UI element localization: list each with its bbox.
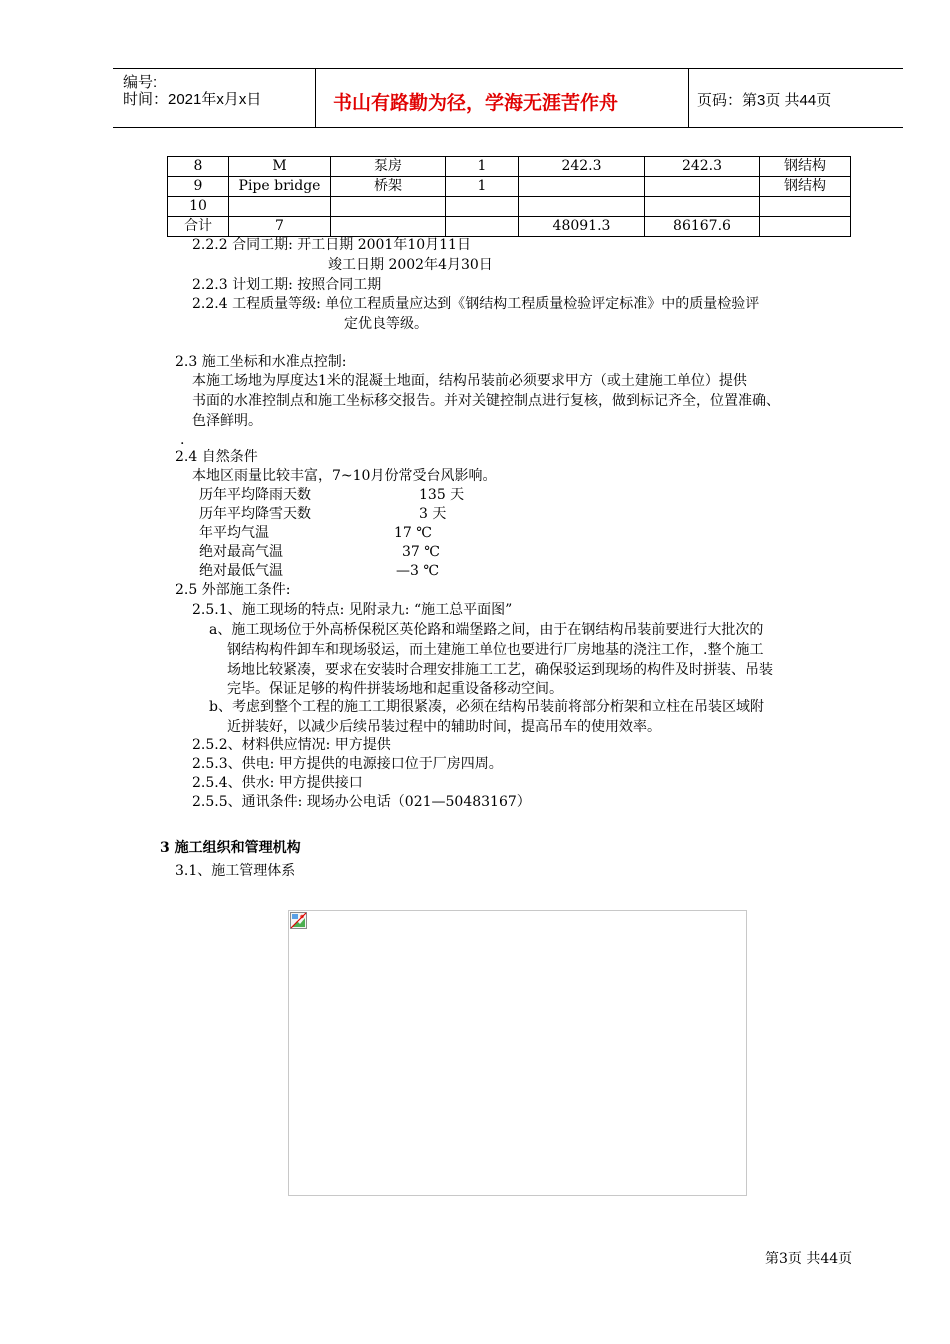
table-cell [645, 177, 760, 197]
table-row [168, 177, 851, 197]
header-number-label: 编号: [123, 74, 158, 91]
table-cell: 48091.3 [519, 217, 645, 237]
section-2-4-title: 2.4 自然条件 [175, 449, 258, 465]
section-2-5-5: 2.5.5、通讯条件: 现场办公电话（021—50483167） [192, 794, 531, 810]
section-2-3-title: 2.3 施工坐标和水准点控制: [175, 354, 347, 370]
section-2-5-title: 2.5 外部施工条件: [175, 582, 291, 598]
table-row [168, 157, 851, 177]
table-cell: 桥架 [331, 177, 446, 197]
table-cell: 8 [168, 157, 229, 177]
climate-value: 3 天 [419, 506, 447, 522]
section-2-5-1-a-line2: 钢结构构件卸车和现场驳运，而土建施工单位也要进行厂房地基的浇注工作，.整个施工 [227, 642, 764, 658]
header-bottom-rule [113, 127, 903, 128]
header-page-label: 页码：第3页 共44页 [697, 92, 832, 109]
climate-value: 17 ℃ [394, 525, 432, 541]
climate-value: 135 天 [419, 487, 465, 503]
table-cell: 242.3 [645, 157, 760, 177]
section-2-2-4-line2: 定优良等级。 [344, 316, 428, 332]
header-time-label: 时间：2021年x月x日 [123, 91, 262, 108]
section-2-2-2-line2: 竣工日期 2002年4月30日 [328, 257, 493, 273]
table-cell: 9 [168, 177, 229, 197]
table-cell: 钢结构 [760, 157, 851, 177]
section-2-3-para-line3: 色泽鲜明。 [192, 413, 262, 429]
header-divider-right [688, 68, 689, 128]
table-cell: 7 [229, 217, 331, 237]
table-cell [229, 197, 331, 217]
table-cell [519, 177, 645, 197]
section-2-5-1-b-line2: 近拼装好，以减少后续吊装过程中的辅助时间，提高吊车的使用效率。 [227, 719, 661, 735]
section-2-2-3: 2.2.3 计划工期: 按照合同工期 [192, 277, 382, 293]
table-cell: M [229, 157, 331, 177]
table-cell [331, 197, 446, 217]
table-cell: 86167.6 [645, 217, 760, 237]
table-cell [645, 197, 760, 217]
table-cell: 1 [446, 177, 519, 197]
climate-label: 历年平均降雪天数 [199, 506, 311, 522]
section-2-5-1-a-line1: a、施工现场位于外高桥保税区英伦路和端堡路之间，由于在钢结构吊装前要进行大批次的 [209, 622, 764, 638]
climate-label: 年平均气温 [199, 525, 269, 541]
section-2-2-4-line1: 2.2.4 工程质量等级: 单位工程质量应达到《钢结构工程质量检验评定标准》中的质量检验评 [192, 296, 760, 312]
table-cell: 合计 [168, 217, 229, 237]
table-cell [519, 197, 645, 217]
table-cell: 钢结构 [760, 177, 851, 197]
climate-label: 绝对最高气温 [199, 544, 283, 560]
table-cell [760, 197, 851, 217]
section-2-4-para: 本地区雨量比较丰富，7~10月份常受台风影响。 [192, 468, 497, 484]
section-2-5-1-a-line3: 场地比较紧凑，要求在安装时合理安排施工工艺，确保驳运到现场的构件及时拼装、吊装 [227, 662, 773, 678]
table-cell [446, 217, 519, 237]
broken-image-icon [290, 912, 307, 929]
table-cell: 242.3 [519, 157, 645, 177]
table-row [168, 197, 851, 217]
section-2-3-para-line1: 本施工场地为厚度达1米的混凝土地面，结构吊装前必须要求甲方（或土建施工单位）提供 [192, 373, 747, 389]
section-2-5-4: 2.5.4、供水: 甲方提供接口 [192, 775, 363, 791]
header-top-rule [113, 68, 903, 69]
section-2-5-1-b-line1: b、考虑到整个工程的施工工期很紧凑，必须在结构吊装前将部分桁架和立柱在吊装区域附 [209, 699, 764, 715]
section-2-5-1-a-line4: 完毕。保证足够的构件拼装场地和起重设备移动空间。 [227, 681, 563, 697]
table-cell: 泵房 [331, 157, 446, 177]
section-3-title: 3 施工组织和管理机构 [160, 840, 301, 856]
climate-label: 绝对最低气温 [199, 563, 283, 579]
section-3-1: 3.1、施工管理体系 [175, 863, 296, 879]
table-row [168, 217, 851, 237]
section-2-5-1: 2.5.1、施工现场的特点: 见附录九: “施工总平面图” [192, 602, 513, 618]
footer-page-number: 第3页 共44页 [765, 1251, 853, 1267]
climate-value: —3 ℃ [396, 563, 440, 579]
climate-value: 37 ℃ [402, 544, 440, 560]
table-cell [446, 197, 519, 217]
climate-label: 历年平均降雨天数 [199, 487, 311, 503]
section-2-2-2-line1: 2.2.2 合同工期: 开工日期 2001年10月11日 [192, 237, 471, 253]
section-2-5-3: 2.5.3、供电: 甲方提供的电源接口位于厂房四周。 [192, 756, 503, 772]
table-cell: Pipe bridge [229, 177, 331, 197]
table-cell: 1 [446, 157, 519, 177]
building-table [167, 156, 851, 237]
section-2-5-2: 2.5.2、材料供应情况: 甲方提供 [192, 737, 391, 753]
management-system-image [288, 910, 747, 1196]
header-motto: 书山有路勤为径，学海无涯苦作舟 [333, 92, 619, 114]
table-cell [760, 217, 851, 237]
table-cell: 10 [168, 197, 229, 217]
stray-dot: . [180, 432, 185, 448]
table-cell [331, 217, 446, 237]
section-2-3-para-line2: 书面的水准控制点和施工坐标移交报告。并对关键控制点进行复核，做到标记齐全，位置准确、 [192, 393, 780, 409]
header-divider-left [315, 68, 316, 128]
